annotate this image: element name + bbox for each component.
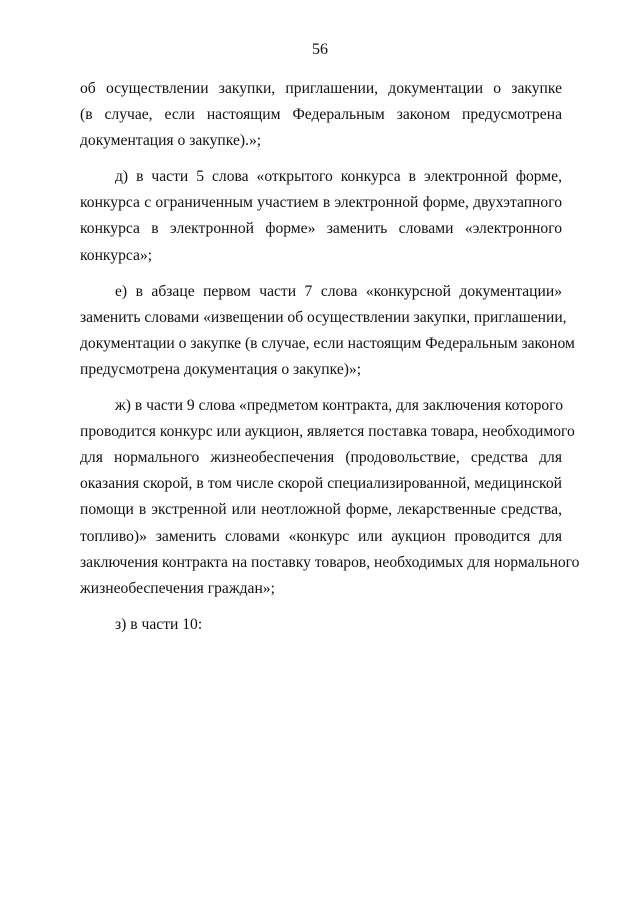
paragraph-item-zh xyxy=(80,393,580,602)
text-line: топливо)» заменить словами «конкурс или аукцион проводится для xyxy=(80,527,562,545)
text-line: для нормального жизнеобеспечения (продовольствие, средства для xyxy=(80,449,562,467)
text-line: (в случае, если настоящим Федеральным законом предусмотрена xyxy=(80,106,562,124)
text-line: предусмотрена документация о закупке)»; xyxy=(80,360,362,378)
text-line: помощи в экстренной или неотложной форме, лекарственные средства, xyxy=(80,501,562,519)
text-line: ж) в части 9 слова «предметом контракта, для заключения которого xyxy=(115,397,564,415)
text-line: оказания скорой, в том числе скорой специализированной, медицинской xyxy=(80,475,562,493)
text-line: конкурса»; xyxy=(80,246,153,264)
text-line: е) в абзаце первом части 7 слова «конкурсной документации» xyxy=(115,282,562,300)
text-line: об осуществлении закупки, приглашении, документации о закупке xyxy=(80,80,562,97)
text-line: жизнеобеспечения граждан»; xyxy=(80,579,275,597)
text-line: д) в части 5 слова «открытого конкурса в электронной форме, xyxy=(115,168,562,186)
document-body xyxy=(80,76,580,648)
paragraph-item-e xyxy=(80,279,575,383)
text-line: з) в части 10: xyxy=(115,615,203,633)
text-line: заменить словами «извещении об осуществлении закупки, приглашении, xyxy=(80,308,567,326)
text-line: документации о закупке (в случае, если настоящим Федеральным законом xyxy=(80,334,575,352)
text-line: конкурса в электронной форме» заменить словами «электронного xyxy=(80,220,562,238)
paragraph-item-d xyxy=(80,164,562,268)
text-line: конкурса с ограниченным участием в электронной форме, двухэтапного xyxy=(80,194,562,212)
page-number: 56 xyxy=(312,41,328,58)
text-line: проводится конкурс или аукцион, является поставка товара, необходимого xyxy=(80,423,575,441)
paragraph-item-z xyxy=(80,612,562,638)
text-line: документация о закупке).»; xyxy=(80,132,262,150)
paragraph-continuation xyxy=(80,76,562,154)
text-line: заключения контракта на поставку товаров, необходимых для нормального xyxy=(80,553,580,571)
